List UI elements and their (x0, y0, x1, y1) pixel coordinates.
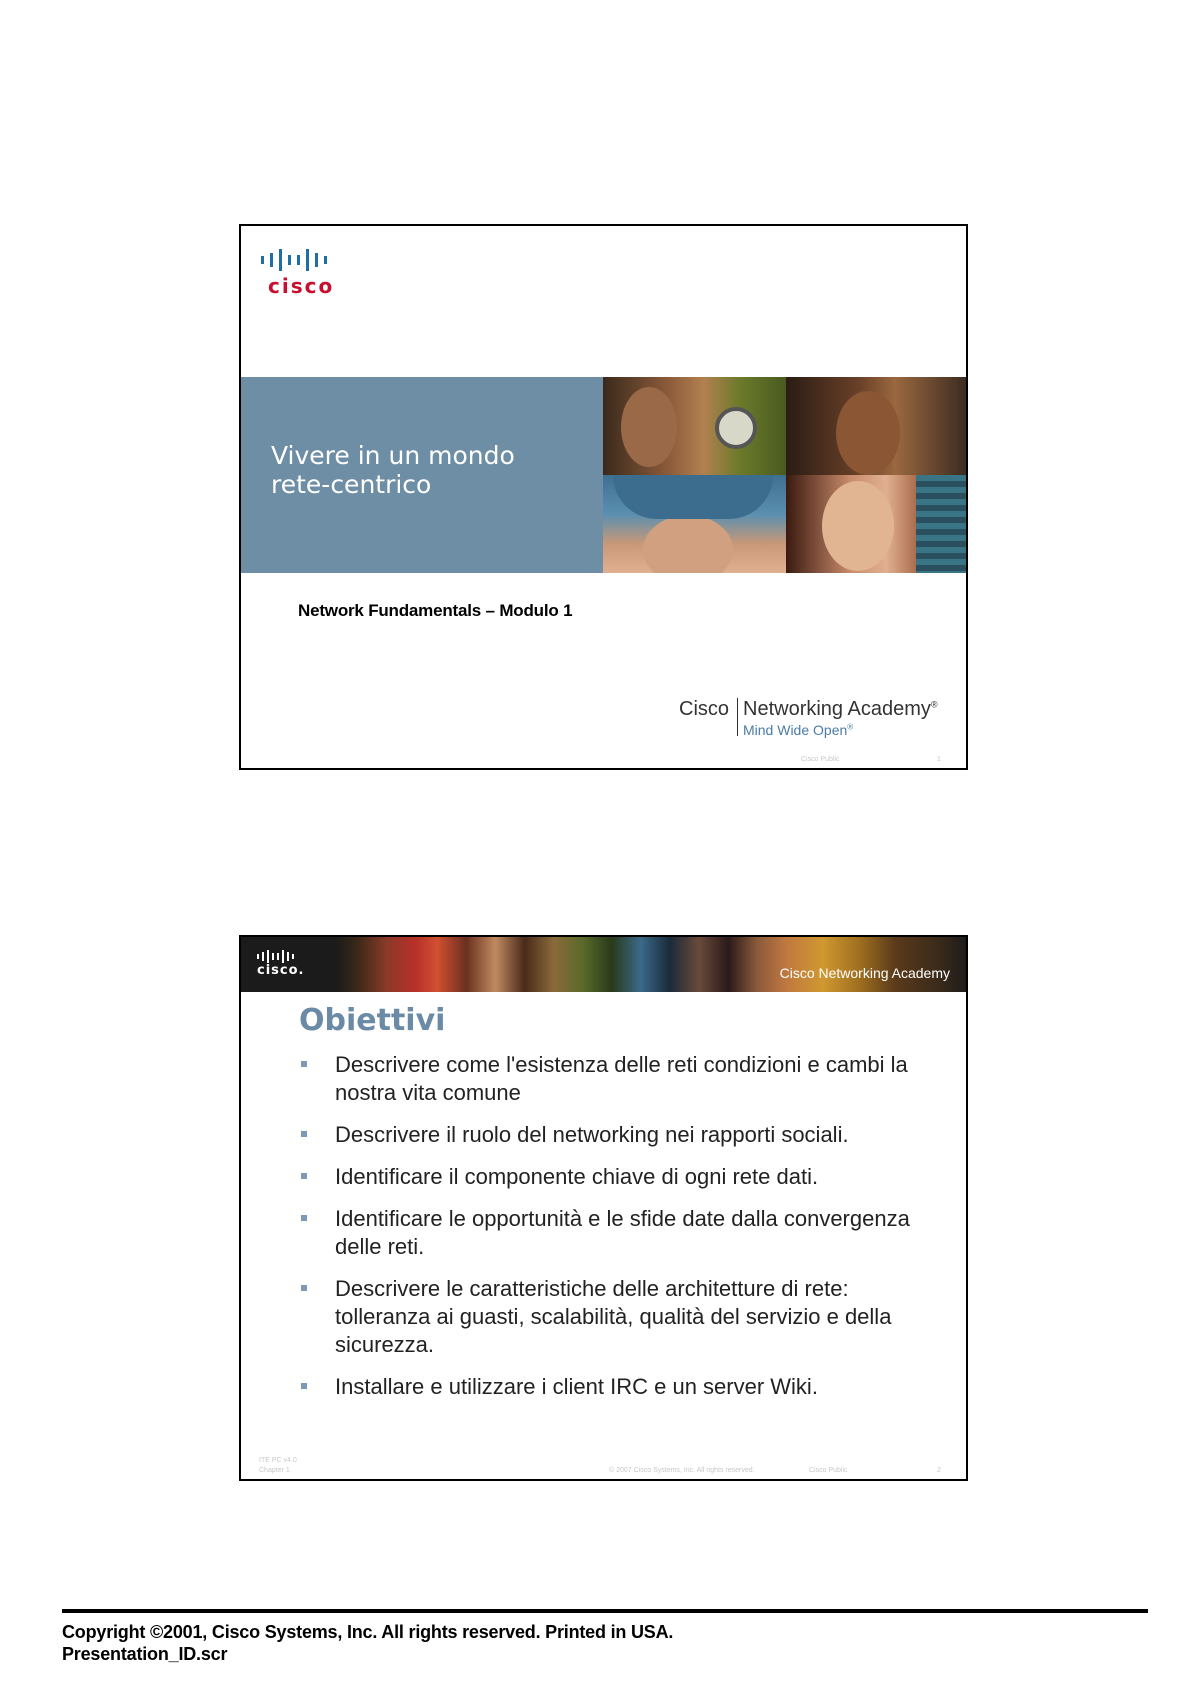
bullet-square-icon (301, 1131, 307, 1137)
banner-academy-text: Cisco Networking Academy (779, 965, 950, 981)
bullet-square-icon (301, 1061, 307, 1067)
objective-item (299, 1373, 939, 1401)
slide-2 (239, 935, 968, 1481)
bullet-square-icon (301, 1215, 307, 1221)
objective-item (299, 1121, 939, 1149)
slide-1-page-number: 1 (937, 756, 941, 763)
cisco-logo (261, 248, 361, 300)
photo-hooded-girl (603, 475, 786, 573)
bullet-square-icon (301, 1383, 307, 1389)
academy-divider (737, 698, 738, 736)
objective-item (299, 1051, 939, 1107)
slide-1-subtitle: Network Fundamentals – Modulo 1 (298, 601, 573, 620)
slide-1-title (271, 441, 515, 499)
title-line-2: rete-centrico (271, 470, 432, 499)
banner-cisco-logo (257, 949, 317, 983)
academy-tagline: Mind Wide Open® (743, 722, 854, 738)
slide-2-footer-copyright: © 2007 Cisco Systems, Inc. All rights reserved. (609, 1467, 755, 1474)
academy-name-text: Networking Academy (743, 698, 931, 720)
photo-smiling-woman (786, 475, 969, 573)
slide-2-title: Obiettivi (299, 1003, 446, 1038)
academy-cisco-text: Cisco (679, 698, 730, 720)
slide-2-footer-course: ITE PC v4.0 (259, 1457, 297, 1464)
slide-2-footer-chapter: Chapter 1 (259, 1467, 290, 1474)
bullet-square-icon (301, 1285, 307, 1291)
objective-text: Identificare le opportunità e le sfide date dalla convergenza delle reti. (335, 1206, 910, 1259)
objectives-list (299, 1051, 939, 1415)
slide-1 (239, 224, 968, 770)
academy-name: Networking Academy® (743, 698, 938, 720)
photo-young-man (603, 377, 786, 475)
bullet-square-icon (301, 1173, 307, 1179)
networking-academy-logo (679, 696, 959, 740)
photo-man-dreadlocks (786, 377, 969, 475)
objective-item (299, 1205, 939, 1261)
objective-text: Descrivere il ruolo del networking nei rapporti sociali. (335, 1122, 849, 1147)
academy-banner (241, 937, 968, 992)
objective-item (299, 1275, 939, 1359)
objective-item (299, 1163, 939, 1191)
title-band (241, 377, 968, 573)
academy-tagline-text: Mind Wide Open (743, 722, 848, 738)
objective-text: Descrivere come l'esistenza delle reti condizioni e cambi la nostra vita comune (335, 1052, 908, 1105)
banner-logo-text: cisco. (257, 963, 305, 978)
objective-text: Descrivere le caratteristiche delle architetture di rete: tolleranza ai guasti, scalabilità, qualità del servizio e della sicurezza. (335, 1276, 892, 1357)
cisco-logo-text: cisco (268, 274, 335, 298)
footer-copyright: Copyright ©2001, Cisco Systems, Inc. All rights reserved. Printed in USA. (62, 1622, 674, 1642)
title-line-1: Vivere in un mondo (271, 441, 515, 470)
slide-2-classification: Cisco Public (809, 1467, 848, 1474)
slide-2-page-number: 2 (937, 1467, 941, 1474)
photo-collage (603, 377, 968, 573)
cisco-bars-icon (261, 248, 361, 272)
slide-1-classification: Cisco Public (801, 756, 840, 763)
objective-text: Installare e utilizzare i client IRC e un server Wiki. (335, 1374, 818, 1399)
cisco-bars-icon (257, 949, 317, 963)
objective-text: Identificare il componente chiave di ogni rete dati. (335, 1164, 819, 1189)
page-footer (62, 1621, 673, 1665)
footer-rule (62, 1609, 1148, 1613)
footer-presentation-id: Presentation_ID.scr (62, 1644, 228, 1664)
